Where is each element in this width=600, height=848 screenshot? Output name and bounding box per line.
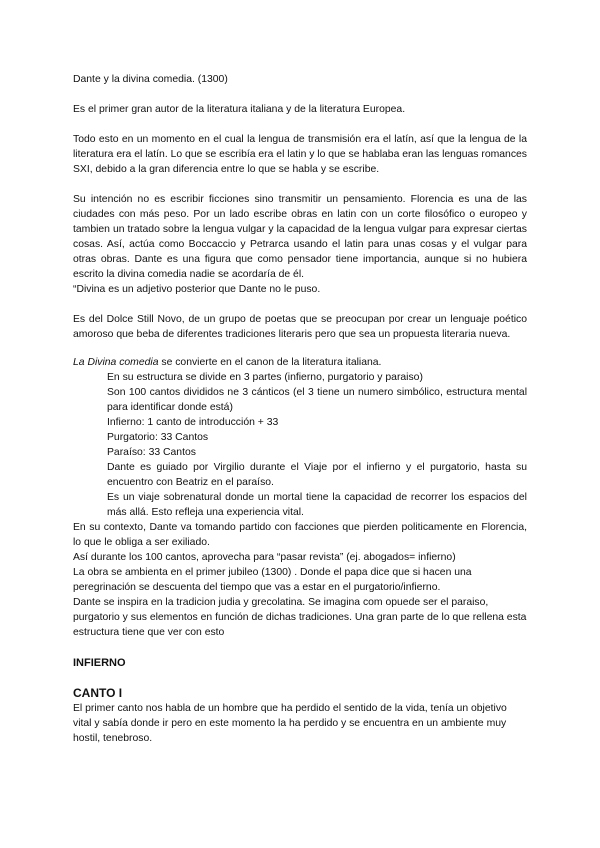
- structure-item: Paraíso: 33 Cantos: [107, 447, 196, 458]
- section-heading: INFIERNO: [73, 657, 126, 669]
- document-page: [73, 72, 527, 746]
- document-title: Dante y la divina comedia. (1300): [73, 74, 228, 85]
- canon-line: [73, 355, 527, 370]
- context-paragraph: Todo esto en un momento en el cual la lengua de transmisión era el latín, así que la lengua de la literatura era el latín. Lo que se escribía era el latin y lo que se hablaba eran las lenguas romances SXI, debido a la gran diferencia entre lo que se habla y se escribe.: [73, 134, 527, 175]
- dolce-paragraph: Es del Dolce Still Novo, de un grupo de poetas que se preocupan por crear un lenguaje poético amoroso que beba de diferentes tradiciones literaris pero que sea un propuesta literaria nueva.: [73, 314, 527, 340]
- structure-item: Son 100 cantos divididos ne 3 cánticos (el 3 tiene un numero simbólico, estructura mental para identificar donde está): [107, 387, 527, 413]
- contexto-paragraph: En su contexto, Dante va tomando partido con facciones que pierden politicamente en Florencia, lo que le obliga a ser exiliado.: [73, 522, 527, 548]
- canon-text: se convierte en el canon de la literatura italiana.: [158, 357, 382, 368]
- divina-note: “Divina es un adjetivo posterior que Dante no le puso.: [73, 284, 321, 295]
- structure-item: En su estructura se divide en 3 partes (infierno, purgatorio y paraiso): [107, 372, 423, 383]
- structure-item: Infierno: 1 canto de introducción + 33: [107, 417, 279, 428]
- jubileo-paragraph: La obra se ambienta en el primer jubileo (1300) . Donde el papa dice que si hacen una peregrinación se descuenta del tiempo que vas a estar en el purgatorio/infierno.: [73, 567, 472, 593]
- structure-item: Dante es guiado por Virgilio durante el Viaje por el infierno y el purgatorio, hasta su encuentro con Beatriz en el paraíso.: [107, 462, 527, 488]
- intention-paragraph: Su intención no es escribir ficciones sino transmitir un pensamiento. Florencia es una de las ciudades con más peso. Por un lado escribe obras en latin con un corte filosófico o europeo y tambien un tratado sobre la lengua vulgar y la capacidad de la lengua vulgar para expresar ciertas cosas. Así, actúa como Boccaccio y Petrarca usando el latin para unas cosas y el vulgar para otras obras. Dante es una figura que como pensador tiene importancia, aunque si no hubiera escrito la divina comedia nadie se acordaría de él.: [73, 194, 527, 280]
- structure-item: Purgatorio: 33 Cantos: [107, 432, 209, 443]
- tradicion-paragraph: Dante se inspira en la tradicion judia y grecolatina. Se imagina com opuede ser el paraiso, purgatorio y sus elementos en función de dichas tradiciones. Una gran parte de lo que rellena esta estructura tiene que ver con esto: [73, 597, 527, 638]
- structure-item: Es un viaje sobrenatural donde un mortal tiene la capacidad de recorrer los espacios del más allá. Esto refleja una experiencia vital.: [107, 492, 527, 518]
- canto-paragraph: El primer canto nos habla de un hombre que ha perdido el sentido de la vida, tenía un objetivo vital y sabía donde ir pero en este momento la ha perdido y se encuentra en un ambiente muy hostil, tenebroso.: [73, 703, 507, 744]
- revista-line: Así durante los 100 cantos, aprovecha para “pasar revista” (ej. abogados= infierno): [73, 552, 456, 563]
- canon-title: La Divina comedia: [73, 357, 159, 368]
- canto-heading: CANTO I: [73, 686, 123, 700]
- intro-paragraph: Es el primer gran autor de la literatura italiana y de la literatura Europea.: [73, 104, 406, 115]
